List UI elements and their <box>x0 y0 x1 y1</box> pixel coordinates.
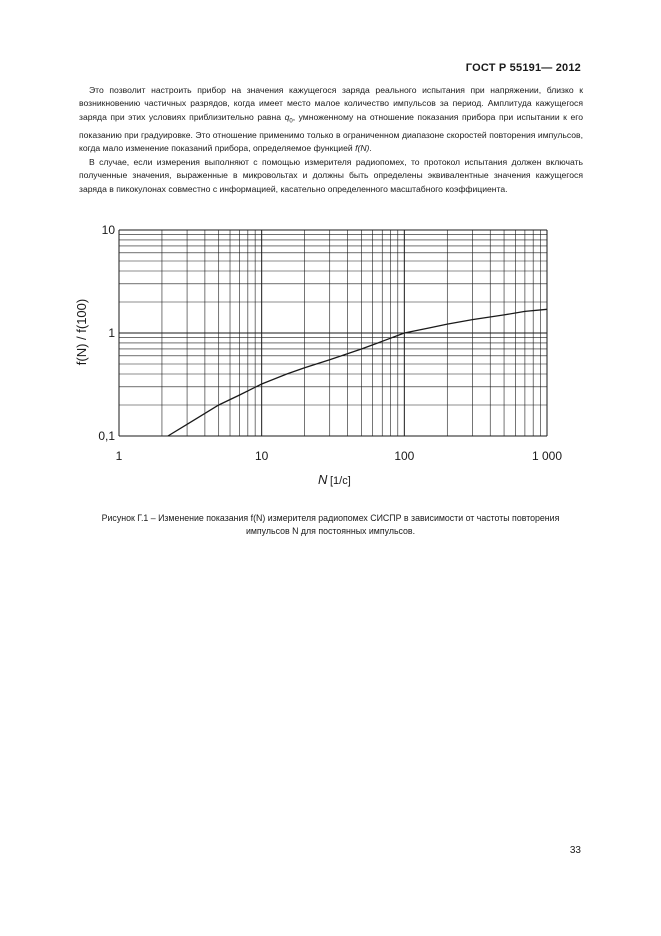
y-tick-label: 0,1 <box>98 429 115 443</box>
x-tick-label: 1 000 <box>531 449 563 463</box>
charge-subscript: 0 <box>289 118 293 125</box>
body-text <box>79 84 583 196</box>
paragraph-1-after: , умноженному на отношение показания прибора при испытании к его показанию при градуировке. Это отношение применимо только в ограниченном диапазоне скоростей повторения импульсов, когда мало изменение показаний прибора, определяемое функцией <box>79 111 583 154</box>
x-tick-label: 1 <box>115 449 123 463</box>
y-axis-label: f(N) / f(100) <box>74 298 89 366</box>
chart-grid <box>119 230 547 436</box>
x-axis-label-n: N <box>318 472 328 487</box>
x-tick-label: 100 <box>394 449 415 463</box>
caption-line-1: Рисунок Г.1 – Изменение показания f(N) измерителя радиопомех СИСПР в зависимости от частоты повторения <box>101 513 560 523</box>
y-tick-label: 10 <box>101 223 115 237</box>
function-name: f(N) <box>355 143 370 154</box>
y-tick-label: 1 <box>108 326 115 340</box>
paragraph-2 <box>79 156 583 196</box>
caption-line-2: импульсов N для постоянных импульсов. <box>245 526 416 536</box>
charge-symbol: q <box>284 111 290 122</box>
x-axis-label-unit: [1/c] <box>330 475 351 487</box>
paragraph-1 <box>79 84 583 156</box>
chart <box>60 218 580 498</box>
paragraph-1-before: Это позволит настроить прибор на значения кажущегося заряда реального испытания при напряжении, близко к возникновению частичных разрядов, когда имеет место малое количество импульсов за период. Амплитуда кажущегося заряда при этих условиях приблизительно равна <box>79 85 583 122</box>
figure-caption <box>55 512 606 538</box>
standard-header: ГОСТ Р 55191— 2012 <box>465 62 581 74</box>
paragraph-1-end: . <box>369 143 372 154</box>
page-number: 33 <box>569 845 581 856</box>
paragraph-2-text: В случае, если измерения выполняют с помощью измерителя радиопомех, то протокол испытания должен включать полученные значения, выраженные в микровольтах и должны быть определены эквивалентные значения кажущегося заряда в пикокулонах совместно с информацией, касательно определенного масштабного коэффициента. <box>79 156 583 194</box>
x-tick-label: 10 <box>254 449 269 463</box>
